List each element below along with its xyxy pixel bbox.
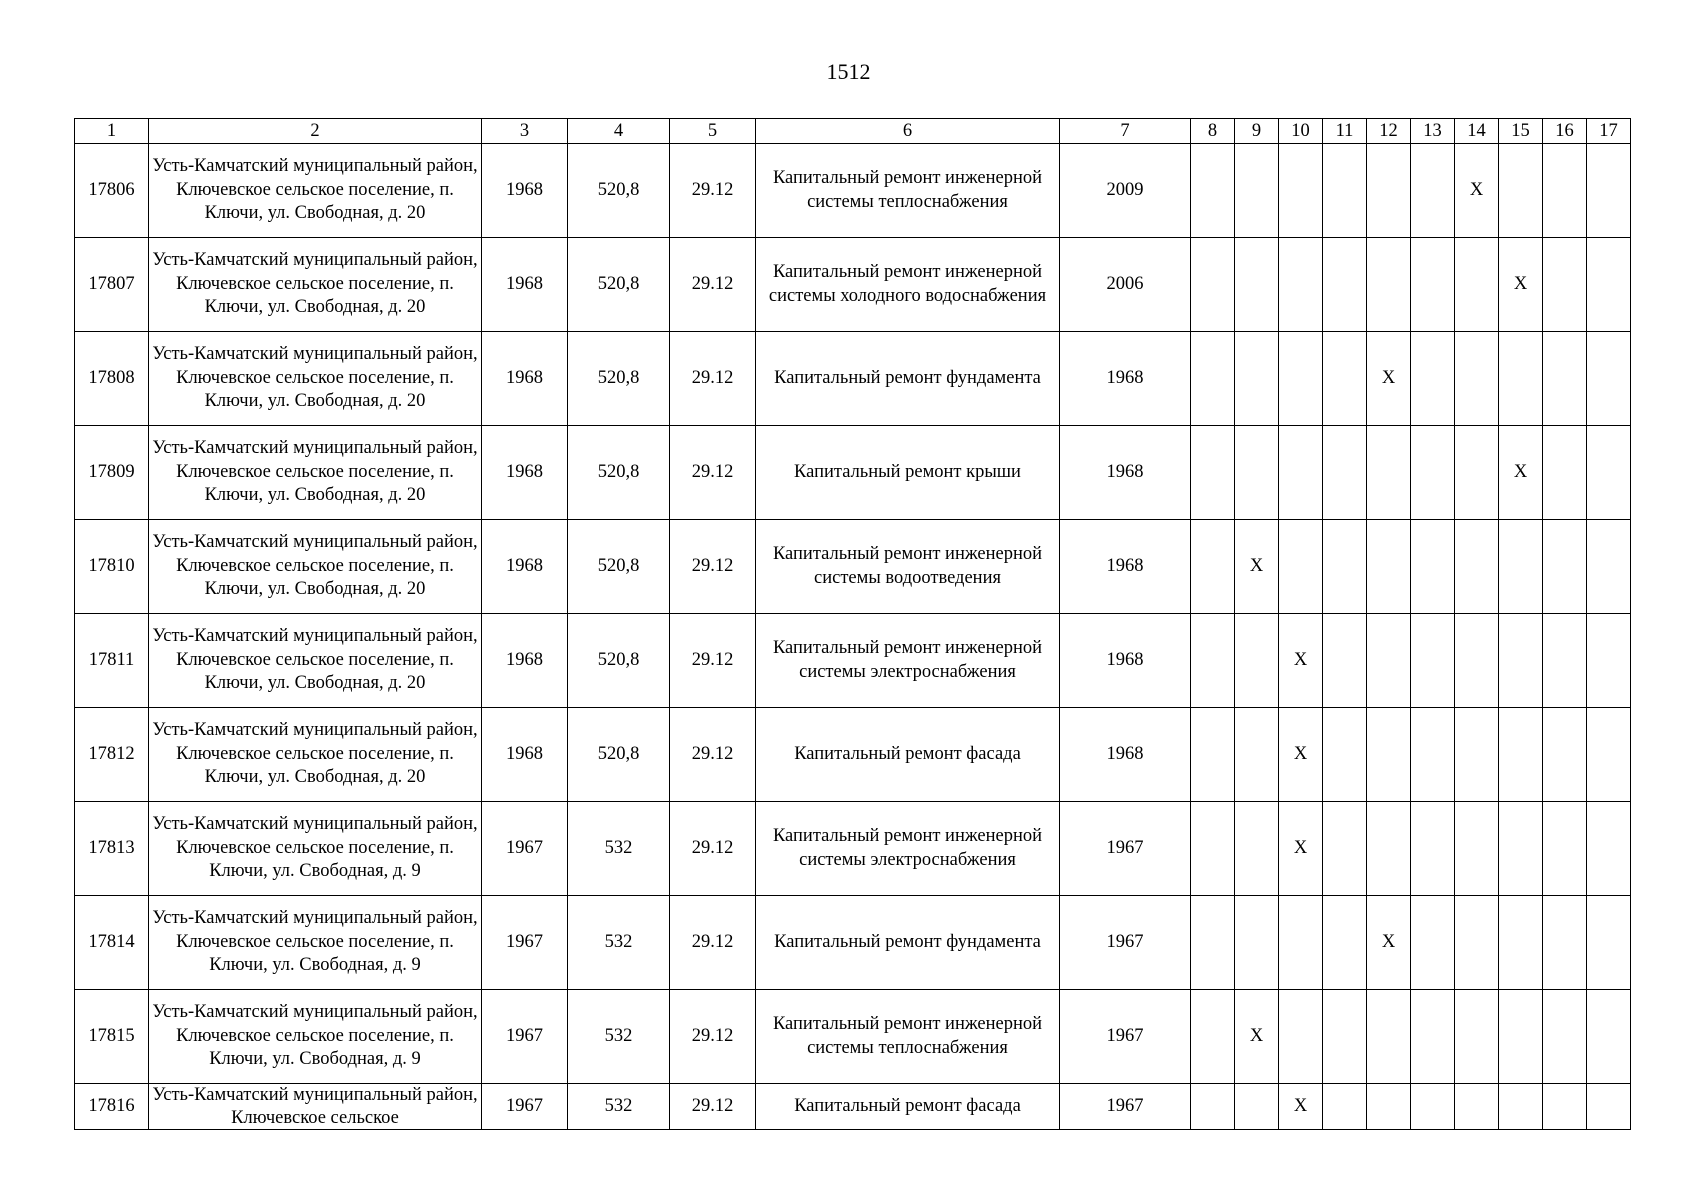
mark-cell-col-12: X (1367, 332, 1411, 426)
mark-cell-col-16 (1543, 802, 1587, 896)
table-body (75, 119, 1631, 1130)
mark-cell-col-8 (1191, 990, 1235, 1084)
address-cell: Усть-Камчатский муниципальный район, Ключевское сельское поселение, п. Ключи, ул. Свободная, д. 20 (149, 708, 482, 802)
table-row (75, 426, 1631, 520)
mark-cell-col-11 (1323, 426, 1367, 520)
mark-cell-col-17 (1587, 896, 1631, 990)
mark-cell-col-12: X (1367, 896, 1411, 990)
mark-cell-col-10: X (1279, 1084, 1323, 1130)
column-number-5: 5 (670, 119, 756, 144)
work-type-cell: Капитальный ремонт инженерной системы теплоснабжения (756, 144, 1060, 238)
address-cell: Усть-Камчатский муниципальный район, Ключевское сельское поселение, п. Ключи, ул. Свободная, д. 20 (149, 144, 482, 238)
mark-cell-col-9 (1235, 802, 1279, 896)
mark-cell-col-17 (1587, 1084, 1631, 1130)
column-number-17: 17 (1587, 119, 1631, 144)
mark-cell-col-11 (1323, 238, 1367, 332)
mark-cell-col-11 (1323, 614, 1367, 708)
build-year-cell: 1968 (482, 238, 568, 332)
mark-cell-col-10: X (1279, 802, 1323, 896)
table-row (75, 332, 1631, 426)
code-cell: 29.12 (670, 896, 756, 990)
table-row (75, 144, 1631, 238)
code-cell: 29.12 (670, 238, 756, 332)
mark-cell-col-8 (1191, 144, 1235, 238)
column-number-14: 14 (1455, 119, 1499, 144)
build-year-cell: 1968 (482, 614, 568, 708)
table-row (75, 802, 1631, 896)
area-cell: 520,8 (568, 144, 670, 238)
year-cell: 1967 (1060, 896, 1191, 990)
mark-cell-col-8 (1191, 708, 1235, 802)
mark-cell-col-12 (1367, 144, 1411, 238)
code-cell: 29.12 (670, 520, 756, 614)
address-cell: Усть-Камчатский муниципальный район, Ключевское сельское поселение, п. Ключи, ул. Свободная, д. 20 (149, 614, 482, 708)
table-row (75, 238, 1631, 332)
mark-cell-col-16 (1543, 238, 1587, 332)
table-row (75, 896, 1631, 990)
address-cell: Усть-Камчатский муниципальный район, Ключевское сельское поселение, п. Ключи, ул. Свободная, д. 9 (149, 896, 482, 990)
column-number-9: 9 (1235, 119, 1279, 144)
row-number-cell: 17811 (75, 614, 149, 708)
mark-cell-col-14 (1455, 426, 1499, 520)
build-year-cell: 1967 (482, 990, 568, 1084)
column-number-16: 16 (1543, 119, 1587, 144)
work-type-cell: Капитальный ремонт фасада (756, 708, 1060, 802)
mark-cell-col-12 (1367, 802, 1411, 896)
mark-cell-col-13 (1411, 802, 1455, 896)
table-row (75, 520, 1631, 614)
code-cell: 29.12 (670, 144, 756, 238)
address-cell (149, 1084, 482, 1130)
mark-cell-col-14 (1455, 990, 1499, 1084)
mark-cell-col-10 (1279, 896, 1323, 990)
mark-cell-col-13 (1411, 332, 1455, 426)
mark-cell-col-9 (1235, 1084, 1279, 1130)
mark-cell-col-8 (1191, 332, 1235, 426)
column-number-13: 13 (1411, 119, 1455, 144)
mark-cell-col-15 (1499, 332, 1543, 426)
address-text: Усть-Камчатский муниципальный район, Ключевское сельское (152, 1085, 478, 1128)
mark-cell-col-12 (1367, 520, 1411, 614)
mark-cell-col-14 (1455, 802, 1499, 896)
mark-cell-col-8 (1191, 520, 1235, 614)
mark-cell-col-14 (1455, 332, 1499, 426)
column-number-2: 2 (149, 119, 482, 144)
mark-cell-col-13 (1411, 990, 1455, 1084)
mark-cell-col-8 (1191, 426, 1235, 520)
area-cell: 520,8 (568, 332, 670, 426)
mark-cell-col-9 (1235, 144, 1279, 238)
column-number-6: 6 (756, 119, 1060, 144)
mark-cell-col-15 (1499, 144, 1543, 238)
build-year-cell: 1968 (482, 332, 568, 426)
column-number-row (75, 119, 1631, 144)
code-cell: 29.12 (670, 708, 756, 802)
mark-cell-col-17 (1587, 802, 1631, 896)
mark-cell-col-15 (1499, 520, 1543, 614)
mark-cell-col-15 (1499, 1084, 1543, 1130)
mark-cell-col-11 (1323, 990, 1367, 1084)
mark-cell-col-8 (1191, 614, 1235, 708)
area-cell: 532 (568, 802, 670, 896)
mark-cell-col-9: X (1235, 990, 1279, 1084)
mark-cell-col-9 (1235, 426, 1279, 520)
year-cell: 1968 (1060, 708, 1191, 802)
table-row (75, 708, 1631, 802)
row-number-cell: 17807 (75, 238, 149, 332)
mark-cell-col-16 (1543, 614, 1587, 708)
mark-cell-col-13 (1411, 144, 1455, 238)
mark-cell-col-8 (1191, 802, 1235, 896)
mark-cell-col-15 (1499, 990, 1543, 1084)
mark-cell-col-13 (1411, 614, 1455, 708)
mark-cell-col-15: X (1499, 426, 1543, 520)
mark-cell-col-10: X (1279, 708, 1323, 802)
address-cell: Усть-Камчатский муниципальный район, Ключевское сельское поселение, п. Ключи, ул. Свободная, д. 20 (149, 520, 482, 614)
work-type-cell: Капитальный ремонт инженерной системы теплоснабжения (756, 990, 1060, 1084)
area-cell: 520,8 (568, 708, 670, 802)
year-cell: 1968 (1060, 332, 1191, 426)
column-number-3: 3 (482, 119, 568, 144)
year-cell: 1968 (1060, 426, 1191, 520)
mark-cell-col-11 (1323, 708, 1367, 802)
mark-cell-col-10 (1279, 990, 1323, 1084)
year-cell: 1967 (1060, 802, 1191, 896)
table-row (75, 614, 1631, 708)
mark-cell-col-14 (1455, 238, 1499, 332)
mark-cell-col-9 (1235, 896, 1279, 990)
mark-cell-col-11 (1323, 802, 1367, 896)
column-number-15: 15 (1499, 119, 1543, 144)
mark-cell-col-17 (1587, 708, 1631, 802)
mark-cell-col-16 (1543, 990, 1587, 1084)
row-number-cell: 17813 (75, 802, 149, 896)
mark-cell-col-16 (1543, 332, 1587, 426)
mark-cell-col-17 (1587, 144, 1631, 238)
column-number-12: 12 (1367, 119, 1411, 144)
mark-cell-col-11 (1323, 1084, 1367, 1130)
code-cell: 29.12 (670, 332, 756, 426)
mark-cell-col-16 (1543, 896, 1587, 990)
build-year-cell: 1968 (482, 708, 568, 802)
page-number: 1512 (826, 59, 871, 84)
mark-cell-col-11 (1323, 896, 1367, 990)
column-number-8: 8 (1191, 119, 1235, 144)
address-cell: Усть-Камчатский муниципальный район, Ключевское сельское поселение, п. Ключи, ул. Свободная, д. 9 (149, 990, 482, 1084)
work-type-cell: Капитальный ремонт крыши (756, 426, 1060, 520)
mark-cell-col-16 (1543, 426, 1587, 520)
mark-cell-col-14 (1455, 614, 1499, 708)
row-number-cell: 17815 (75, 990, 149, 1084)
area-cell: 520,8 (568, 238, 670, 332)
mark-cell-col-9: X (1235, 520, 1279, 614)
row-number-cell: 17809 (75, 426, 149, 520)
year-cell: 1968 (1060, 520, 1191, 614)
year-cell: 2006 (1060, 238, 1191, 332)
mark-cell-col-12 (1367, 990, 1411, 1084)
work-type-cell: Капитальный ремонт фундамента (756, 332, 1060, 426)
work-type-cell: Капитальный ремонт инженерной системы холодного водоснабжения (756, 238, 1060, 332)
code-cell: 29.12 (670, 614, 756, 708)
mark-cell-col-14: X (1455, 144, 1499, 238)
column-number-11: 11 (1323, 119, 1367, 144)
area-cell: 520,8 (568, 614, 670, 708)
register-table (74, 118, 1631, 1130)
mark-cell-col-16 (1543, 520, 1587, 614)
mark-cell-col-13 (1411, 426, 1455, 520)
table-row (75, 990, 1631, 1084)
row-number-cell: 17810 (75, 520, 149, 614)
address-cell: Усть-Камчатский муниципальный район, Ключевское сельское поселение, п. Ключи, ул. Свободная, д. 9 (149, 802, 482, 896)
mark-cell-col-10 (1279, 332, 1323, 426)
column-number-7: 7 (1060, 119, 1191, 144)
address-cell: Усть-Камчатский муниципальный район, Ключевское сельское поселение, п. Ключи, ул. Свободная, д. 20 (149, 426, 482, 520)
code-cell: 29.12 (670, 990, 756, 1084)
address-cell: Усть-Камчатский муниципальный район, Ключевское сельское поселение, п. Ключи, ул. Свободная, д. 20 (149, 332, 482, 426)
code-cell: 29.12 (670, 1084, 756, 1130)
mark-cell-col-15: X (1499, 238, 1543, 332)
mark-cell-col-13 (1411, 520, 1455, 614)
mark-cell-col-12 (1367, 708, 1411, 802)
column-number-1: 1 (75, 119, 149, 144)
area-cell: 520,8 (568, 520, 670, 614)
mark-cell-col-15 (1499, 802, 1543, 896)
mark-cell-col-13 (1411, 896, 1455, 990)
mark-cell-col-17 (1587, 990, 1631, 1084)
table-row (75, 1084, 1631, 1130)
work-type-cell: Капитальный ремонт фасада (756, 1084, 1060, 1130)
mark-cell-col-8 (1191, 238, 1235, 332)
mark-cell-col-12 (1367, 426, 1411, 520)
mark-cell-col-9 (1235, 708, 1279, 802)
year-cell: 2009 (1060, 144, 1191, 238)
address-cell: Усть-Камчатский муниципальный район, Ключевское сельское поселение, п. Ключи, ул. Свободная, д. 20 (149, 238, 482, 332)
mark-cell-col-17 (1587, 614, 1631, 708)
mark-cell-col-14 (1455, 708, 1499, 802)
row-number-cell: 17816 (75, 1084, 149, 1130)
area-cell: 532 (568, 1084, 670, 1130)
mark-cell-col-17 (1587, 332, 1631, 426)
mark-cell-col-14 (1455, 896, 1499, 990)
build-year-cell: 1968 (482, 144, 568, 238)
mark-cell-col-17 (1587, 426, 1631, 520)
row-number-cell: 17812 (75, 708, 149, 802)
mark-cell-col-16 (1543, 708, 1587, 802)
year-cell: 1968 (1060, 614, 1191, 708)
build-year-cell: 1967 (482, 896, 568, 990)
mark-cell-col-14 (1455, 1084, 1499, 1130)
mark-cell-col-13 (1411, 708, 1455, 802)
work-type-cell: Капитальный ремонт инженерной системы водоотведения (756, 520, 1060, 614)
column-number-10: 10 (1279, 119, 1323, 144)
mark-cell-col-16 (1543, 144, 1587, 238)
work-type-cell: Капитальный ремонт фундамента (756, 896, 1060, 990)
mark-cell-col-13 (1411, 1084, 1455, 1130)
mark-cell-col-12 (1367, 1084, 1411, 1130)
column-number-4: 4 (568, 119, 670, 144)
mark-cell-col-10: X (1279, 614, 1323, 708)
build-year-cell: 1968 (482, 520, 568, 614)
work-type-cell: Капитальный ремонт инженерной системы электроснабжения (756, 614, 1060, 708)
mark-cell-col-10 (1279, 426, 1323, 520)
code-cell: 29.12 (670, 426, 756, 520)
mark-cell-col-15 (1499, 614, 1543, 708)
build-year-cell: 1968 (482, 426, 568, 520)
mark-cell-col-9 (1235, 332, 1279, 426)
work-type-cell: Капитальный ремонт инженерной системы электроснабжения (756, 802, 1060, 896)
year-cell: 1967 (1060, 1084, 1191, 1130)
mark-cell-col-14 (1455, 520, 1499, 614)
mark-cell-col-10 (1279, 238, 1323, 332)
mark-cell-col-8 (1191, 1084, 1235, 1130)
area-cell: 520,8 (568, 426, 670, 520)
mark-cell-col-8 (1191, 896, 1235, 990)
area-cell: 532 (568, 896, 670, 990)
mark-cell-col-10 (1279, 144, 1323, 238)
mark-cell-col-12 (1367, 238, 1411, 332)
mark-cell-col-11 (1323, 144, 1367, 238)
row-number-cell: 17806 (75, 144, 149, 238)
mark-cell-col-17 (1587, 520, 1631, 614)
mark-cell-col-15 (1499, 896, 1543, 990)
mark-cell-col-13 (1411, 238, 1455, 332)
mark-cell-col-12 (1367, 614, 1411, 708)
build-year-cell: 1967 (482, 1084, 568, 1130)
mark-cell-col-11 (1323, 520, 1367, 614)
mark-cell-col-9 (1235, 238, 1279, 332)
mark-cell-col-17 (1587, 238, 1631, 332)
year-cell: 1967 (1060, 990, 1191, 1084)
code-cell: 29.12 (670, 802, 756, 896)
build-year-cell: 1967 (482, 802, 568, 896)
mark-cell-col-15 (1499, 708, 1543, 802)
row-number-cell: 17808 (75, 332, 149, 426)
row-number-cell: 17814 (75, 896, 149, 990)
area-cell: 532 (568, 990, 670, 1084)
mark-cell-col-9 (1235, 614, 1279, 708)
mark-cell-col-11 (1323, 332, 1367, 426)
mark-cell-col-16 (1543, 1084, 1587, 1130)
mark-cell-col-10 (1279, 520, 1323, 614)
